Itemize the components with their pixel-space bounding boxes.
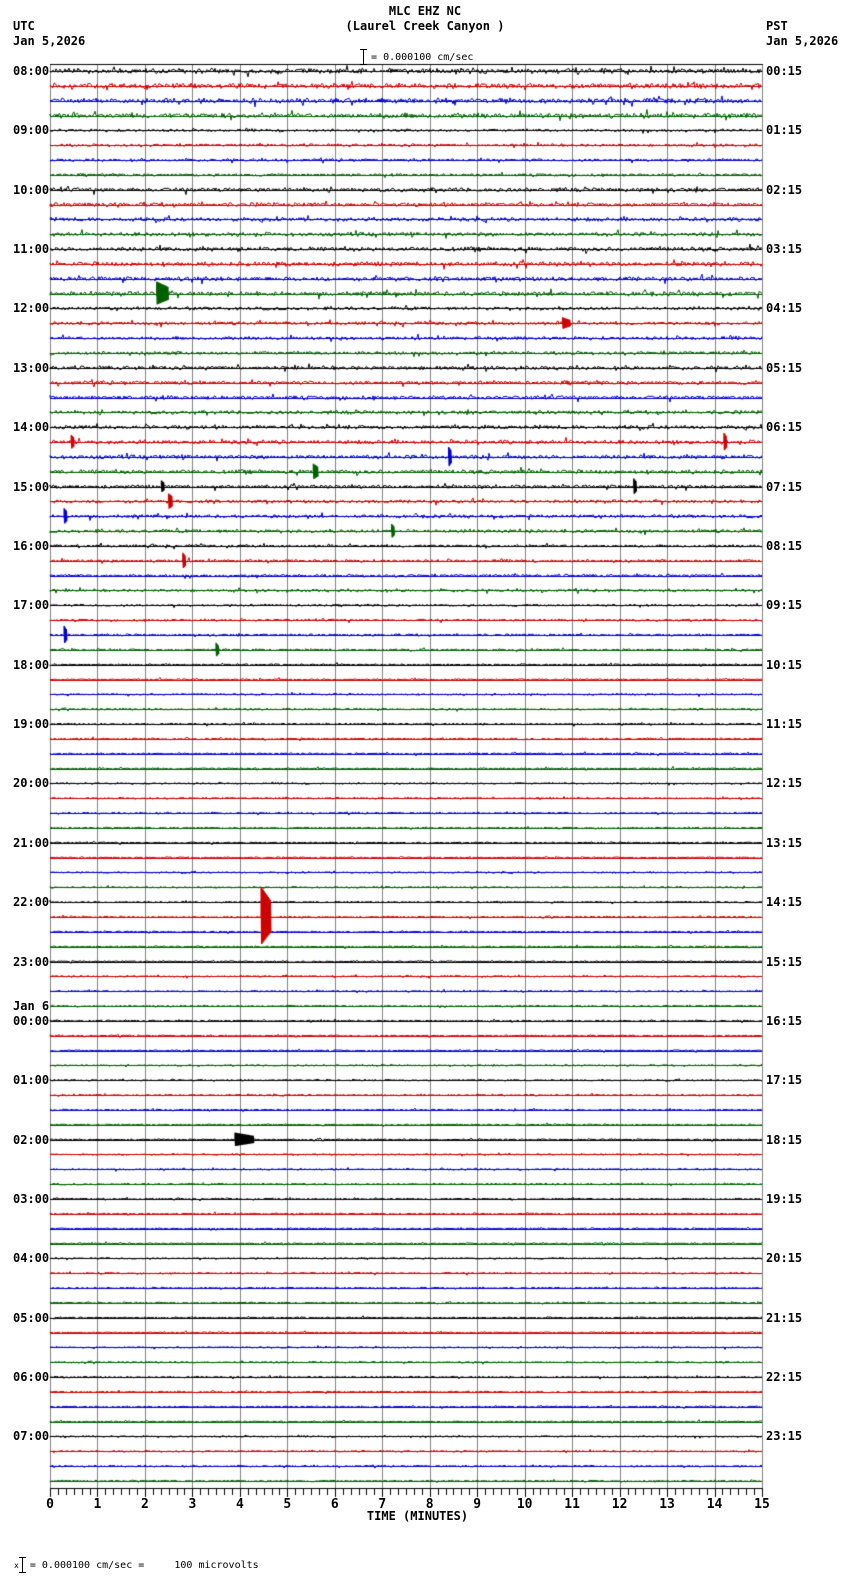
x-tick-label: 9 (473, 1497, 482, 1512)
x-tick-label: 7 (378, 1497, 387, 1512)
scale-bar-icon (19, 1557, 26, 1573)
utc-row-label: 17:00 (13, 598, 50, 613)
utc-row-label: 08:00 (13, 64, 50, 78)
utc-row-label: 23:00 (13, 954, 50, 969)
utc-row-label: 09:00 (13, 123, 50, 138)
x-tick-label: 8 (425, 1497, 434, 1512)
utc-row-label: 03:00 (13, 1192, 50, 1206)
utc-row-label: 16:00 (13, 538, 50, 553)
pst-row-label: 06:15 (766, 420, 803, 435)
x-tick-label: 11 (564, 1497, 580, 1512)
pst-row-label: 10:15 (766, 657, 803, 672)
pst-row-label: 22:15 (766, 1370, 803, 1385)
pst-row-label: 14:15 (766, 895, 803, 910)
utc-row-label: 21:00 (13, 835, 50, 850)
x-tick-label: 3 (188, 1497, 197, 1512)
footer-scale (2, 1546, 259, 1573)
utc-row-label: 07:00 (13, 1429, 50, 1444)
utc-row-label: 05:00 (13, 1310, 50, 1325)
pst-row-label: 09:15 (766, 598, 803, 613)
footer-scale-prefix: х (14, 1561, 19, 1570)
pst-row-label: 17:15 (766, 1073, 803, 1088)
utc-row-label: 19:00 (13, 717, 50, 732)
footer-scale-text: = 0.000100 cm/sec = 100 microvolts (29, 1560, 259, 1571)
utc-row-label: 20:00 (13, 776, 50, 791)
x-tick-label: 0 (46, 1497, 54, 1512)
utc-row-label: 11:00 (13, 242, 50, 257)
pst-row-label: 00:15 (766, 64, 803, 78)
pst-row-label: 12:15 (766, 776, 803, 791)
x-tick-label: 13 (659, 1497, 675, 1512)
x-tick-label: 4 (235, 1497, 244, 1512)
pst-row-label: 02:15 (766, 182, 803, 197)
x-tick-label: 15 (754, 1497, 770, 1512)
pst-row-label: 07:15 (766, 479, 803, 494)
pst-row-label: 20:15 (766, 1251, 803, 1266)
pst-row-label: 08:15 (766, 538, 803, 553)
pst-row-label: 05:15 (766, 360, 803, 375)
pst-row-label: 15:15 (766, 954, 803, 969)
utc-row-label: Jan 6 (13, 999, 50, 1014)
pst-row-label: 18:15 (766, 1132, 803, 1147)
pst-row-label: 04:15 (766, 301, 803, 316)
utc-row-label: 10:00 (13, 182, 50, 197)
x-tick-label: 2 (141, 1497, 149, 1512)
utc-row-label: 13:00 (13, 360, 50, 375)
pst-row-label: 21:15 (766, 1310, 803, 1325)
pst-row-label: 13:15 (766, 835, 803, 850)
utc-row-label: 14:00 (13, 420, 50, 435)
pst-row-label: 11:15 (766, 717, 803, 732)
x-tick-label: 6 (330, 1497, 339, 1512)
utc-row-label: 01:00 (13, 1073, 50, 1088)
utc-row-label: 18:00 (13, 657, 50, 672)
utc-row-label: 00:00 (13, 1013, 50, 1028)
utc-row-label: 22:00 (13, 895, 50, 910)
x-tick-label: 1 (93, 1497, 102, 1512)
utc-row-label: 15:00 (13, 479, 50, 494)
pst-row-label: 19:15 (766, 1192, 803, 1206)
x-tick-label: 10 (516, 1497, 533, 1512)
pst-row-label: 03:15 (766, 242, 803, 257)
pst-row-label: 16:15 (766, 1013, 803, 1028)
pst-row-label: 01:15 (766, 123, 803, 138)
utc-row-label: 02:00 (13, 1132, 50, 1147)
x-tick-label: 5 (283, 1497, 292, 1512)
utc-row-label: 12:00 (13, 301, 50, 316)
utc-row-label: 04:00 (13, 1251, 50, 1266)
x-tick-label: 12 (611, 1497, 628, 1512)
x-axis-title: TIME (MINUTES) (366, 1509, 469, 1523)
x-tick-label: 14 (706, 1497, 723, 1512)
utc-row-label: 06:00 (13, 1370, 50, 1385)
pst-row-label: 23:15 (766, 1429, 803, 1444)
